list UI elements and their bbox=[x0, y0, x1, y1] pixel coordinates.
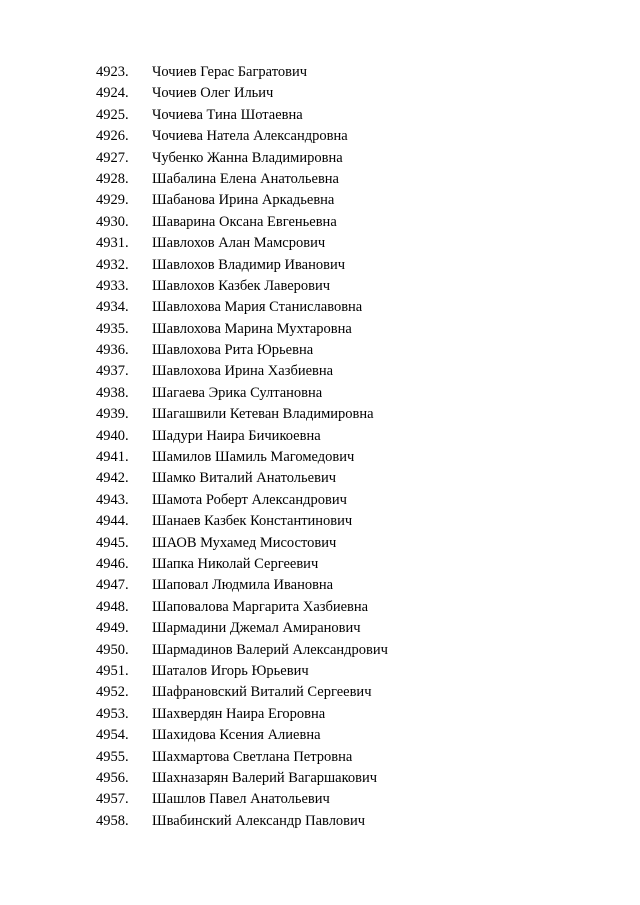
entry-number: 4925. bbox=[96, 106, 129, 123]
entry-name: Шагашвили Кетеван Владимировна bbox=[152, 406, 374, 423]
entry-name: Шармадини Джемал Амиранович bbox=[152, 620, 361, 637]
list-item bbox=[96, 297, 388, 318]
entry-name: Чочиева Натела Александровна bbox=[152, 128, 348, 145]
entry-name: Шармадинов Валерий Александрович bbox=[152, 641, 388, 658]
list-item bbox=[96, 554, 388, 575]
entry-number: 4934. bbox=[96, 299, 129, 316]
list-item bbox=[96, 276, 388, 297]
entry-name: Шавлохова Ирина Хазбиевна bbox=[152, 363, 334, 380]
list-item bbox=[96, 468, 388, 489]
entry-number: 4928. bbox=[96, 170, 129, 187]
entry-name: Чочиев Герас Багратович bbox=[152, 64, 308, 80]
entry-name: Шабалина Елена Анатольевна bbox=[152, 170, 339, 187]
entry-name: Шадури Наира Бичикоевна bbox=[152, 427, 321, 444]
list-item bbox=[96, 640, 388, 661]
entry-number: 4950. bbox=[96, 641, 129, 658]
entry-number: 4953. bbox=[96, 705, 129, 722]
entry-number: 4947. bbox=[96, 577, 129, 594]
entry-name: Шамота Роберт Александрович bbox=[152, 491, 347, 508]
entry-name: Шахназарян Валерий Вагаршакович bbox=[152, 769, 378, 786]
list-item bbox=[96, 83, 388, 104]
list-item bbox=[96, 190, 388, 211]
entry-number: 4938. bbox=[96, 384, 129, 401]
list-item bbox=[96, 233, 388, 254]
entry-number: 4924. bbox=[96, 85, 129, 102]
entry-name: Шаварина Оксана Евгеньевна bbox=[152, 213, 337, 230]
entry-name: Шахидова Ксения Алиевна bbox=[152, 727, 321, 744]
entry-number: 4929. bbox=[96, 192, 129, 209]
entry-name: Шахмартова Светлана Петровна bbox=[152, 748, 353, 765]
entry-number: 4936. bbox=[96, 342, 129, 359]
entry-number: 4923. bbox=[96, 64, 129, 80]
entry-number: 4949. bbox=[96, 620, 129, 637]
entry-name: Шабанова Ирина Аркадьевна bbox=[152, 192, 335, 209]
list-item bbox=[96, 383, 388, 404]
entry-number: 4955. bbox=[96, 748, 129, 765]
entry-name: Шанаев Казбек Константинович bbox=[152, 513, 353, 530]
entry-number: 4933. bbox=[96, 277, 129, 294]
entry-name: Шаповалова Маргарита Хазбиевна bbox=[152, 598, 369, 615]
entry-number: 4935. bbox=[96, 320, 129, 337]
entry-number: 4931. bbox=[96, 235, 129, 252]
list-item bbox=[96, 618, 388, 639]
list-item bbox=[96, 169, 388, 190]
list-item bbox=[96, 404, 388, 425]
entry-number: 4958. bbox=[96, 812, 129, 829]
entry-name: Шапка Николай Сергеевич bbox=[152, 555, 319, 572]
list-item bbox=[96, 361, 388, 382]
list-item bbox=[96, 255, 388, 276]
list-item bbox=[96, 62, 388, 83]
entry-name: Шагаева Эрика Султановна bbox=[152, 384, 323, 401]
entry-number: 4951. bbox=[96, 662, 129, 679]
list-item bbox=[96, 511, 388, 532]
entry-number: 4952. bbox=[96, 684, 129, 701]
entry-name: Шавлохов Алан Мамсрович bbox=[152, 235, 326, 252]
entry-number: 4937. bbox=[96, 363, 129, 380]
list-item bbox=[96, 340, 388, 361]
list-item bbox=[96, 725, 388, 746]
list-item bbox=[96, 661, 388, 682]
list-item bbox=[96, 575, 388, 596]
entry-name: Шахвердян Наира Егоровна bbox=[152, 705, 326, 722]
list-item bbox=[96, 148, 388, 169]
list-item bbox=[96, 105, 388, 126]
list-item bbox=[96, 682, 388, 703]
list-item bbox=[96, 704, 388, 725]
entry-name: Чочиева Тина Шотаевна bbox=[152, 106, 303, 123]
entry-number: 4926. bbox=[96, 128, 129, 145]
list-item bbox=[96, 533, 388, 554]
entry-number: 4939. bbox=[96, 406, 129, 423]
list-item bbox=[96, 447, 388, 468]
entry-number: 4948. bbox=[96, 598, 129, 615]
entry-name: Шавлохова Рита Юрьевна bbox=[152, 342, 314, 359]
entry-number: 4945. bbox=[96, 534, 129, 551]
entry-number: 4927. bbox=[96, 149, 129, 166]
entry-number: 4944. bbox=[96, 513, 129, 530]
entry-number: 4957. bbox=[96, 791, 129, 808]
entry-number: 4932. bbox=[96, 256, 129, 273]
list-item bbox=[96, 426, 388, 447]
list-item bbox=[96, 126, 388, 147]
entry-name: Чубенко Жанна Владимировна bbox=[152, 149, 343, 166]
entry-number: 4956. bbox=[96, 769, 129, 786]
list-item bbox=[96, 490, 388, 511]
entry-name: Шафрановский Виталий Сергеевич bbox=[152, 684, 372, 701]
entry-name: Шамилов Шамиль Магомедович bbox=[152, 449, 355, 466]
entry-number: 4941. bbox=[96, 449, 129, 466]
entry-name: Шавлохов Казбек Лаверович bbox=[152, 277, 331, 294]
entry-number: 4954. bbox=[96, 727, 129, 744]
entry-name: Чочиев Олег Ильич bbox=[152, 85, 274, 102]
entry-name: Шаталов Игорь Юрьевич bbox=[152, 662, 309, 679]
list-item bbox=[96, 811, 388, 832]
entry-name: Шавлохов Владимир Иванович bbox=[152, 256, 346, 273]
list-item bbox=[96, 212, 388, 233]
entry-name: Шамко Виталий Анатольевич bbox=[152, 470, 336, 487]
list-item bbox=[96, 597, 388, 618]
list-item bbox=[96, 768, 388, 789]
entry-number: 4943. bbox=[96, 491, 129, 508]
entry-number: 4946. bbox=[96, 555, 129, 572]
entry-number: 4942. bbox=[96, 470, 129, 487]
name-list bbox=[96, 62, 388, 832]
entry-name: Швабинский Александр Павлович bbox=[152, 812, 366, 829]
entry-number: 4930. bbox=[96, 213, 129, 230]
entry-name: Шавлохова Марина Мухтаровна bbox=[152, 320, 352, 337]
entry-number: 4940. bbox=[96, 427, 129, 444]
entry-name: ШАОВ Мухамед Мисостович bbox=[152, 534, 337, 551]
list-item bbox=[96, 747, 388, 768]
entry-name: Шавлохова Мария Станиславовна bbox=[152, 299, 363, 316]
entry-name: Шаповал Людмила Ивановна bbox=[152, 577, 334, 594]
entry-name: Шашлов Павел Анатольевич bbox=[152, 791, 330, 808]
list-item bbox=[96, 319, 388, 340]
list-item bbox=[96, 789, 388, 810]
